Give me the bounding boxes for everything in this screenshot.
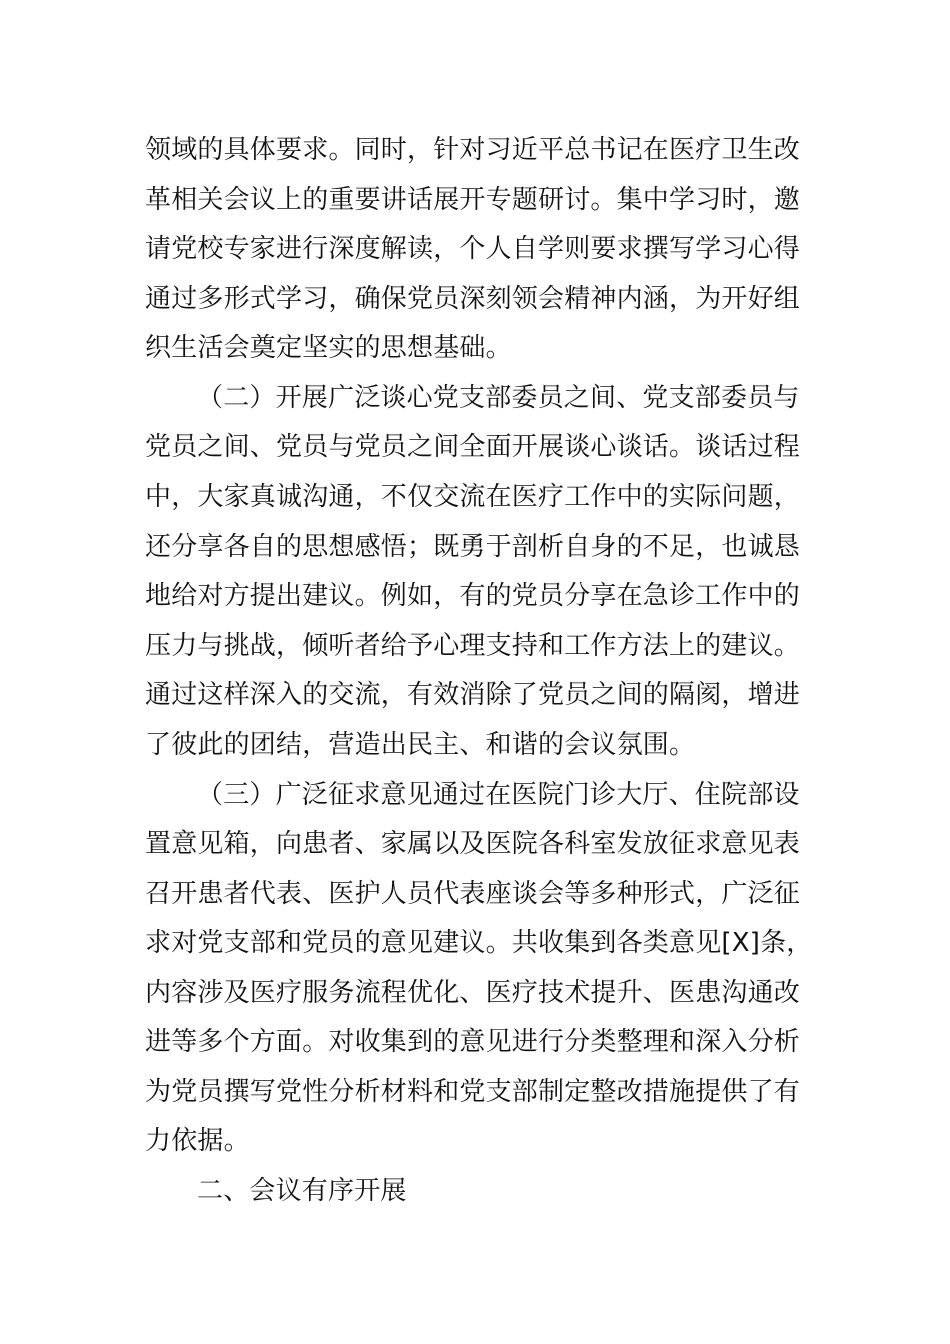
text-line: 召开患者代表、医护人员代表座谈会等多种形式，广泛征 xyxy=(145,879,801,909)
text-line: 为党员撰写党性分析材料和党支部制定整改措施提供了有 xyxy=(145,1077,801,1107)
text-line: 了彼此的团结，营造出民主、和谐的会议氛围。 xyxy=(145,730,696,760)
paragraph-heading-2: （二）开展广泛谈心党支部委员之间、党支部委员与 xyxy=(197,383,800,413)
text-line: 请党校专家进行深度解读，个人自学则要求撰写学习心得 xyxy=(145,234,801,264)
text-line: 党员之间、党员与党员之间全面开展谈心谈话。谈话过程 xyxy=(145,432,801,462)
text-line: 通过这样深入的交流，有效消除了党员之间的隔阂，增进 xyxy=(145,680,801,710)
text-line: 中，大家真诚沟通，不仅交流在医疗工作中的实际问题， xyxy=(145,482,801,512)
text-line: 领域的具体要求。同时，针对习近平总书记在医疗卫生改 xyxy=(145,135,801,165)
text-line: 力依据。 xyxy=(145,1126,250,1156)
text-line: 置意见箱，向患者、家属以及医院各科室发放征求意见表 xyxy=(145,829,801,859)
text-line: 压力与挑战，倾听者给予心理支持和工作方法上的建议。 xyxy=(145,631,801,661)
text-line: 革相关会议上的重要讲话展开专题研讨。集中学习时，邀 xyxy=(145,185,801,215)
text-line: 求对党支部和党员的意见建议。共收集到各类意见[X]条， xyxy=(145,928,813,958)
text-line: 地给对方提出建议。例如，有的党员分享在急诊工作中的 xyxy=(145,581,801,611)
text-line: 还分享各自的思想感悟；既勇于剖析自身的不足，也诚恳 xyxy=(145,532,801,562)
text-line: 通过多形式学习，确保党员深刻领会精神内涵，为开好组 xyxy=(145,284,801,314)
text-line: 内容涉及医疗服务流程优化、医疗技术提升、医患沟通改 xyxy=(145,978,801,1008)
text-line: 织生活会奠定坚实的思想基础。 xyxy=(145,333,512,363)
section-heading: 二、会议有序开展 xyxy=(197,1176,407,1206)
paragraph-heading-3: （三）广泛征求意见通过在医院门诊大厅、住院部设 xyxy=(197,780,800,810)
text-line: 进等多个方面。对收集到的意见进行分类整理和深入分析 xyxy=(145,1027,801,1057)
